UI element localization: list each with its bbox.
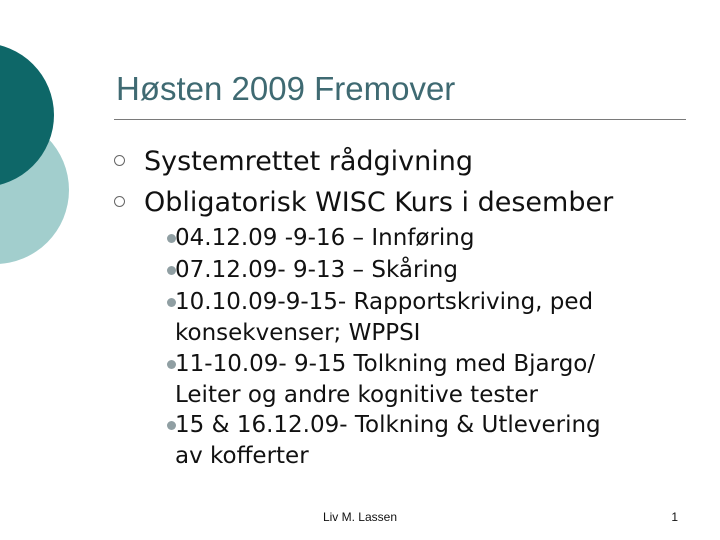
subbullet-text: 07.12.09- 9-13 – Skåring (175, 257, 458, 283)
slide-title: Høsten 2009 Fremover (116, 70, 456, 107)
subbullet-text: 11-10.09- 9-15 Tolkning med Bjargo/ (175, 351, 596, 377)
subbullet-text: 04.12.09 -9-16 – Innføring (175, 225, 475, 251)
subbullet-text-continued: av kofferter (175, 443, 309, 469)
page-number: 1 (671, 510, 678, 524)
subbullet-text: 15 & 16.12.09- Tolkning & Utlevering (175, 412, 601, 438)
decorative-circles (0, 0, 90, 300)
subbullet-text-continued: Leiter og andre kognitive tester (175, 382, 538, 408)
bullet-text: Obligatorisk WISC Kurs i desember (144, 187, 614, 218)
subbullet-text: 10.10.09-9-15- Rapportskriving, ped (175, 289, 594, 315)
subbullet-text-continued: konsekvenser; WPPSI (175, 320, 421, 346)
hollow-circle-bullet-icon (114, 155, 125, 166)
hollow-circle-bullet-icon (114, 196, 125, 207)
bullet-text: Systemrettet rådgivning (144, 146, 474, 177)
footer-author: Liv M. Lassen (322, 510, 398, 524)
title-divider (114, 119, 686, 120)
